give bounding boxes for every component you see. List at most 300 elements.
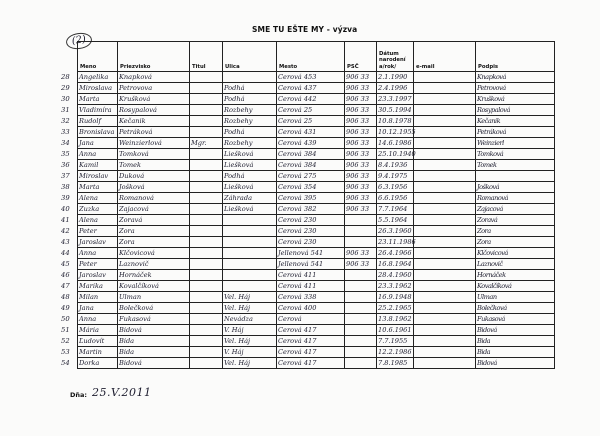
cell-meno xyxy=(61,237,118,248)
cell-email xyxy=(414,226,476,237)
table-row xyxy=(78,215,555,226)
cell-psc: 906 33 xyxy=(345,127,377,138)
row-number: 52 xyxy=(61,337,70,345)
cell-titul xyxy=(190,149,223,160)
header-podpis: Podpis xyxy=(476,42,555,72)
cell-priezvisko: Kečanik xyxy=(118,116,190,127)
cell-meno-text: Ľudovít xyxy=(79,337,105,345)
cell-podpis: Krušková xyxy=(476,94,555,105)
cell-ulica: V. Háj xyxy=(223,347,277,358)
cell-meno xyxy=(61,347,118,358)
signature-table xyxy=(61,41,555,369)
cell-email xyxy=(414,138,476,149)
cell-datum: 7.7.1964 xyxy=(377,204,414,215)
cell-meno-text: Rudolf xyxy=(79,117,101,125)
cell-email xyxy=(414,171,476,182)
header-mesto: Mesto xyxy=(277,42,345,72)
cell-ulica: Záhrada xyxy=(223,193,277,204)
cell-mesto: Cerová 384 xyxy=(277,149,345,160)
cell-datum: 26.3.1960 xyxy=(378,227,412,235)
cell-email xyxy=(414,105,476,116)
row-number: 45 xyxy=(61,260,70,268)
row-number: 41 xyxy=(61,216,70,224)
cell-email xyxy=(414,127,476,138)
cell-titul xyxy=(190,292,223,303)
cell-titul xyxy=(190,83,223,94)
table-row xyxy=(78,105,555,116)
cell-podpis: Hornáček xyxy=(476,270,555,281)
cell-titul xyxy=(190,259,223,270)
cell-podpis: Petráková xyxy=(476,127,555,138)
cell-datum: 25.2.1965 xyxy=(378,304,412,312)
cell-psc: 906 33 xyxy=(345,182,377,193)
cell-ulica: Podhá xyxy=(223,127,277,138)
cell-meno xyxy=(61,94,118,105)
cell-email xyxy=(414,83,476,94)
row-number: 38 xyxy=(61,183,70,191)
cell-psc xyxy=(345,358,377,369)
cell-datum: 23.3.1997 xyxy=(378,95,412,103)
cell-priezvisko: Bolečková xyxy=(118,303,190,314)
cell-priezvisko: Hornáček xyxy=(118,270,190,281)
cell-psc xyxy=(345,325,377,336)
cell-meno xyxy=(61,127,118,138)
cell-datum: 14.6.1986 xyxy=(378,139,412,147)
row-number: 28 xyxy=(61,73,70,81)
cell-ulica: Podhá xyxy=(223,83,277,94)
cell-meno-text: Milan xyxy=(79,293,99,301)
cell-meno xyxy=(61,204,118,215)
date-value: 25.V.2011 xyxy=(92,386,152,399)
cell-datum: 23.3.1962 xyxy=(378,282,412,290)
cell-meno xyxy=(61,160,118,171)
table-row xyxy=(78,292,555,303)
table-row xyxy=(78,303,555,314)
cell-meno xyxy=(61,292,118,303)
cell-meno-text: Jana xyxy=(79,139,94,147)
cell-email xyxy=(414,281,476,292)
cell-psc xyxy=(345,303,377,314)
cell-meno-text: Miroslava xyxy=(79,84,113,92)
cell-priezvisko: Rosypalová xyxy=(118,105,190,116)
row-number: 46 xyxy=(61,271,70,279)
cell-email xyxy=(414,215,476,226)
cell-meno xyxy=(61,259,118,270)
cell-podpis: Jošková xyxy=(476,182,555,193)
cell-ulica: Rozbehy xyxy=(223,138,277,149)
cell-podpis: Zajacová xyxy=(476,204,555,215)
cell-datum: 8.4.1936 xyxy=(377,160,414,171)
cell-mesto: Jellenová 541 xyxy=(277,259,345,270)
cell-datum: 28.4.1960 xyxy=(378,271,412,279)
cell-mesto: Cerová 442 xyxy=(277,94,345,105)
cell-datum: 13.8.1962 xyxy=(378,315,412,323)
cell-titul xyxy=(190,281,223,292)
cell-titul xyxy=(190,336,223,347)
header-priezvisko: Priezvisko xyxy=(118,42,190,72)
cell-mesto: Cerová 25 xyxy=(277,116,345,127)
cell-email xyxy=(414,204,476,215)
table-row xyxy=(78,237,555,248)
cell-email xyxy=(414,160,476,171)
row-number: 50 xyxy=(61,315,70,323)
cell-meno-text: Jaroslav xyxy=(79,271,106,279)
cell-ulica: Liešková xyxy=(223,204,277,215)
cell-meno xyxy=(61,105,118,116)
cell-email xyxy=(414,314,476,325)
row-number: 36 xyxy=(61,161,70,169)
cell-datum: 12.2.1986 xyxy=(378,348,412,356)
cell-priezvisko: Klčovicová xyxy=(118,248,190,259)
cell-psc xyxy=(345,270,377,281)
cell-ulica: Vel. Háj xyxy=(223,358,277,369)
cell-meno xyxy=(61,182,118,193)
cell-mesto: Cerová 439 xyxy=(277,138,345,149)
table-row xyxy=(78,116,555,127)
cell-priezvisko: Tomková xyxy=(118,149,190,160)
row-number: 48 xyxy=(61,293,70,301)
cell-datum: 30.5.1994 xyxy=(378,106,412,114)
table-row xyxy=(78,171,555,182)
cell-ulica: V. Háj xyxy=(223,325,277,336)
cell-email xyxy=(414,259,476,270)
cell-podpis: Zoravá xyxy=(476,215,555,226)
cell-titul xyxy=(190,94,223,105)
cell-mesto: Cerová 275 xyxy=(277,171,345,182)
cell-mesto: Cerová xyxy=(277,314,345,325)
cell-meno-text: Bronislava xyxy=(79,128,115,136)
cell-meno xyxy=(61,358,118,369)
table-row xyxy=(78,94,555,105)
cell-titul xyxy=(190,171,223,182)
cell-meno-text: Jana xyxy=(79,304,94,312)
cell-mesto: Cerová 395 xyxy=(277,193,345,204)
cell-mesto: Cerová 230 xyxy=(277,237,345,248)
cell-meno-text: Peter xyxy=(79,227,97,235)
cell-titul xyxy=(190,270,223,281)
cell-mesto: Cerová 384 xyxy=(277,160,345,171)
row-number: 35 xyxy=(61,150,70,158)
cell-podpis xyxy=(476,171,555,182)
cell-meno xyxy=(61,83,118,94)
cell-ulica: Vel. Háj xyxy=(223,336,277,347)
cell-email xyxy=(414,116,476,127)
cell-meno xyxy=(61,281,118,292)
cell-psc xyxy=(345,292,377,303)
cell-ulica xyxy=(223,270,277,281)
cell-email xyxy=(414,270,476,281)
table-row xyxy=(78,336,555,347)
table-row xyxy=(78,248,555,259)
cell-podpis: Bida xyxy=(476,336,555,347)
cell-podpis: Tomek xyxy=(476,160,555,171)
cell-ulica: Podhá xyxy=(223,94,277,105)
cell-email xyxy=(414,94,476,105)
cell-titul xyxy=(190,72,223,83)
cell-psc xyxy=(345,347,377,358)
cell-mesto: Jellenová 541 xyxy=(277,248,345,259)
cell-priezvisko: Weinzierlová xyxy=(118,138,190,149)
cell-psc: 906 33 xyxy=(345,94,377,105)
cell-mesto: Cerová 417 xyxy=(277,358,345,369)
cell-mesto: Cerová 437 xyxy=(277,83,345,94)
row-number: 53 xyxy=(61,348,70,356)
cell-meno-text: Kamil xyxy=(79,161,99,169)
cell-mesto: Cerová 431 xyxy=(277,127,345,138)
cell-meno-text: Mária xyxy=(79,326,99,334)
cell-mesto: Cerová 411 xyxy=(277,281,345,292)
row-number: 42 xyxy=(61,227,70,235)
row-number: 51 xyxy=(61,326,70,334)
row-number: 34 xyxy=(61,139,70,147)
cell-psc: 906 33 xyxy=(345,138,377,149)
cell-titul xyxy=(190,303,223,314)
table-row xyxy=(78,259,555,270)
cell-email xyxy=(414,193,476,204)
cell-mesto: Cerová 230 xyxy=(277,226,345,237)
cell-podpis: Zora xyxy=(476,237,555,248)
cell-meno xyxy=(61,72,118,83)
cell-priezvisko: Knapková xyxy=(118,72,190,83)
row-number: 31 xyxy=(61,106,70,114)
cell-psc: 906 33 xyxy=(345,248,377,259)
table-row xyxy=(78,149,555,160)
cell-priezvisko: Petrovova xyxy=(118,83,190,94)
cell-titul xyxy=(190,116,223,127)
cell-titul xyxy=(190,182,223,193)
cell-meno-text: Dorka xyxy=(79,359,100,367)
cell-titul xyxy=(190,226,223,237)
table-row xyxy=(78,182,555,193)
header-psc: PSČ xyxy=(345,42,377,72)
table-row xyxy=(78,281,555,292)
cell-meno-text: Alena xyxy=(79,216,98,224)
header-titul: Titul xyxy=(190,42,223,72)
cell-titul xyxy=(190,358,223,369)
cell-meno-text: Miroslav xyxy=(79,172,109,180)
cell-psc: 906 33 xyxy=(345,259,377,270)
cell-meno xyxy=(61,149,118,160)
table-row xyxy=(78,138,555,149)
table-row xyxy=(78,226,555,237)
table-row xyxy=(78,72,555,83)
cell-mesto: Cerová 400 xyxy=(277,303,345,314)
row-number: 32 xyxy=(61,117,70,125)
table-row xyxy=(78,358,555,369)
cell-mesto: Cerová 338 xyxy=(277,292,345,303)
cell-email xyxy=(414,237,476,248)
header-meno: Meno xyxy=(78,42,118,72)
cell-psc: 906 33 xyxy=(345,116,377,127)
row-number: 44 xyxy=(61,249,70,257)
cell-datum: 16.9.1948 xyxy=(378,293,412,301)
cell-podpis: Ulman xyxy=(476,292,555,303)
table-row xyxy=(78,314,555,325)
cell-ulica xyxy=(223,226,277,237)
row-number: 49 xyxy=(61,304,70,312)
row-number: 39 xyxy=(61,194,70,202)
cell-titul xyxy=(190,314,223,325)
cell-priezvisko: Krušková xyxy=(118,94,190,105)
row-number: 40 xyxy=(61,205,70,213)
cell-meno xyxy=(61,226,118,237)
page-title: SME TU EŠTE MY - výzva xyxy=(252,25,358,34)
cell-priezvisko: Zora xyxy=(118,237,190,248)
cell-email xyxy=(414,303,476,314)
header-ulica: Ulica xyxy=(223,42,277,72)
cell-priezvisko: Bidová xyxy=(118,325,190,336)
cell-priezvisko: Zora xyxy=(118,226,190,237)
cell-datum: 7.7.1955 xyxy=(377,336,414,347)
cell-ulica xyxy=(223,215,277,226)
cell-datum: 6.3.1956 xyxy=(377,182,414,193)
cell-email xyxy=(414,358,476,369)
cell-meno xyxy=(61,193,118,204)
cell-meno-text: Martin xyxy=(79,348,102,356)
cell-priezvisko: Bida xyxy=(118,347,190,358)
cell-meno xyxy=(61,303,118,314)
cell-meno-text: Marika xyxy=(79,282,103,290)
cell-podpis: Bidová xyxy=(476,358,555,369)
table-row xyxy=(78,127,555,138)
cell-email xyxy=(414,325,476,336)
cell-ulica: Rozbehy xyxy=(223,105,277,116)
cell-priezvisko: Zajacová xyxy=(118,204,190,215)
cell-datum: 10.8.1978 xyxy=(378,117,412,125)
table-row xyxy=(78,270,555,281)
cell-ulica: Nevádza xyxy=(223,314,277,325)
cell-ulica: Podhá xyxy=(223,171,277,182)
cell-podpis: Bida xyxy=(476,347,555,358)
table-header-row xyxy=(78,42,555,72)
cell-datum: 9.4.1975 xyxy=(377,171,414,182)
cell-mesto: Cerová 354 xyxy=(277,182,345,193)
cell-meno xyxy=(61,215,118,226)
cell-titul: Mgr. xyxy=(190,138,223,149)
cell-psc xyxy=(345,314,377,325)
cell-priezvisko: Jošková xyxy=(118,182,190,193)
cell-podpis: Tomková xyxy=(476,149,555,160)
cell-meno xyxy=(61,171,118,182)
cell-titul xyxy=(190,215,223,226)
cell-priezvisko: Bidová xyxy=(118,358,190,369)
table-row xyxy=(78,83,555,94)
cell-email xyxy=(414,336,476,347)
cell-priezvisko: Ulman xyxy=(118,292,190,303)
row-number: 30 xyxy=(61,95,70,103)
cell-meno-text: Jaroslav xyxy=(79,238,106,246)
row-number: 54 xyxy=(61,359,70,367)
cell-podpis: Kečanik xyxy=(476,116,555,127)
cell-priezvisko: Fukasová xyxy=(118,314,190,325)
cell-podpis: Bidová xyxy=(476,325,555,336)
cell-ulica: Vel. Háj xyxy=(223,292,277,303)
cell-ulica xyxy=(223,281,277,292)
cell-psc xyxy=(345,215,377,226)
cell-psc: 906 33 xyxy=(345,204,377,215)
cell-ulica: Rozbehy xyxy=(223,116,277,127)
cell-datum: 2.4.1996 xyxy=(377,83,414,94)
cell-meno-text: Anna xyxy=(79,150,97,158)
cell-mesto: Cerová 411 xyxy=(277,270,345,281)
cell-meno-text: Marta xyxy=(79,183,100,191)
cell-priezvisko: Tomek xyxy=(118,160,190,171)
cell-meno xyxy=(61,248,118,259)
table-body xyxy=(61,72,555,369)
cell-psc xyxy=(345,237,377,248)
cell-titul xyxy=(190,325,223,336)
cell-titul xyxy=(190,347,223,358)
cell-email xyxy=(414,182,476,193)
row-number: 43 xyxy=(61,238,70,246)
cell-priezvisko: Bida xyxy=(118,336,190,347)
cell-mesto: Cerová 417 xyxy=(277,347,345,358)
cell-ulica xyxy=(223,248,277,259)
cell-ulica xyxy=(223,72,277,83)
table-row xyxy=(78,193,555,204)
cell-priezvisko: Duková xyxy=(118,171,190,182)
cell-titul xyxy=(190,237,223,248)
cell-datum: 25.10.1940 xyxy=(378,150,416,158)
table-row xyxy=(78,325,555,336)
cell-ulica xyxy=(223,237,277,248)
cell-email xyxy=(414,149,476,160)
cell-mesto: Cerová 25 xyxy=(277,105,345,116)
cell-priezvisko: Kovalčíková xyxy=(118,281,190,292)
row-number: 47 xyxy=(61,282,70,290)
cell-mesto: Cerová 453 xyxy=(277,72,345,83)
table-row xyxy=(78,160,555,171)
cell-podpis: Bolečková xyxy=(476,303,555,314)
cell-email xyxy=(414,347,476,358)
cell-psc xyxy=(345,336,377,347)
cell-titul xyxy=(190,248,223,259)
cell-podpis: Rosypalová xyxy=(476,105,555,116)
cell-podpis: Fukasová xyxy=(476,314,555,325)
page-number-marker: (2) xyxy=(65,31,93,50)
cell-datum: 26.4.1966 xyxy=(378,249,412,257)
cell-meno xyxy=(61,314,118,325)
cell-psc: 906 33 xyxy=(345,72,377,83)
cell-priezvisko: Zoravá xyxy=(118,215,190,226)
cell-mesto: Cerová 382 xyxy=(277,204,345,215)
cell-mesto: Cerová 417 xyxy=(277,325,345,336)
cell-podpis: Klčovicová xyxy=(476,248,555,259)
cell-psc: 906 33 xyxy=(345,83,377,94)
cell-podpis: Weinzierl xyxy=(476,138,555,149)
header-email: e-mail xyxy=(414,42,476,72)
cell-priezvisko: Petráková xyxy=(118,127,190,138)
cell-psc xyxy=(345,281,377,292)
cell-meno-text: Angelika xyxy=(79,73,109,81)
cell-datum: 23.11.1986 xyxy=(378,238,416,246)
row-number: 37 xyxy=(61,172,70,180)
cell-ulica: Liešková xyxy=(223,160,277,171)
cell-psc xyxy=(345,226,377,237)
cell-meno xyxy=(61,336,118,347)
cell-datum: 6.6.1956 xyxy=(377,193,414,204)
cell-podpis: Knapková xyxy=(476,72,555,83)
cell-ulica: Vel. Háj xyxy=(223,303,277,314)
cell-meno-text: Zuzka xyxy=(79,205,100,213)
cell-email xyxy=(414,292,476,303)
cell-meno-text: Anna xyxy=(79,249,97,257)
cell-priezvisko: Romanová xyxy=(118,193,190,204)
cell-meno-text: Alena xyxy=(79,194,98,202)
table-row xyxy=(78,204,555,215)
date-label: Dňa: xyxy=(70,391,88,399)
cell-meno xyxy=(61,138,118,149)
